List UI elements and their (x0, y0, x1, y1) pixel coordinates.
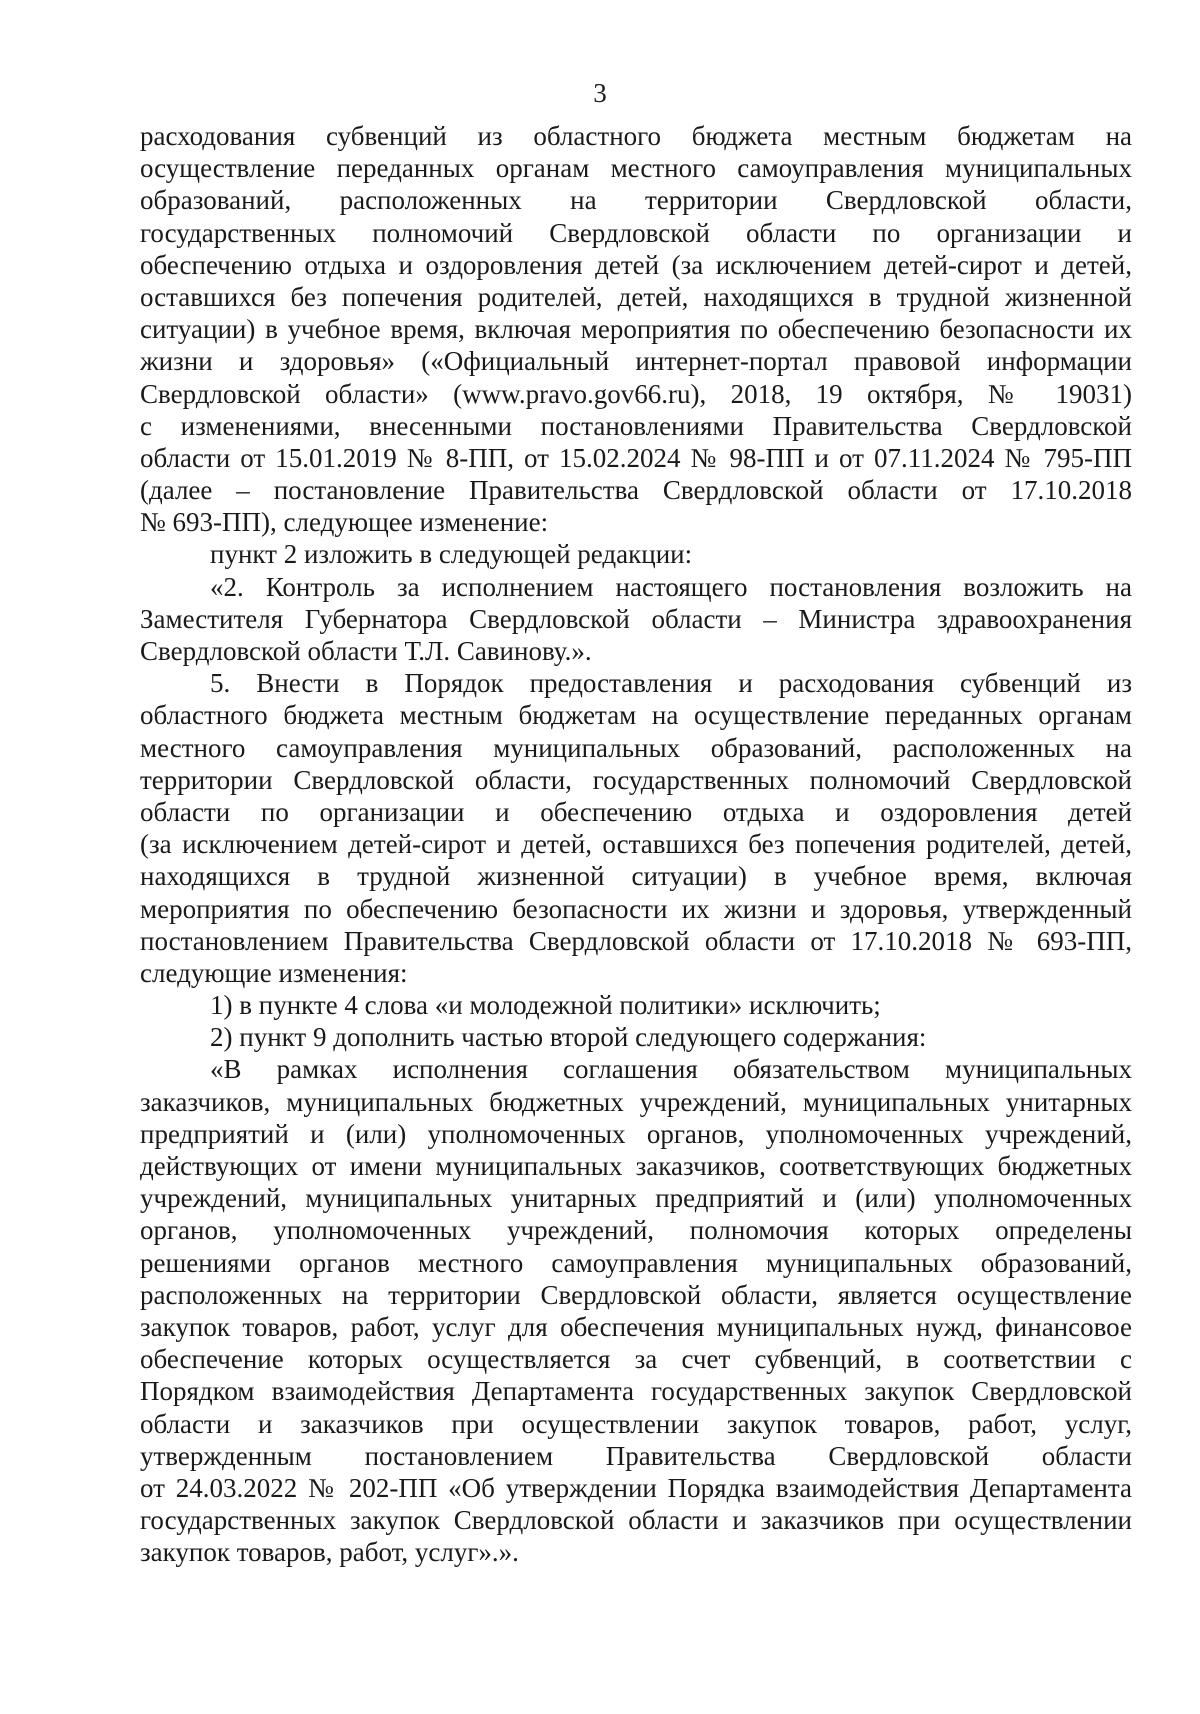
text-line: 2) пункт 9 дополнить частью второй следующего содержания: (210, 1022, 927, 1053)
text-line: пункт 2 изложить в следующей редакции: (210, 539, 693, 570)
text-line: с изменениями, внесенными постановлениями Правительства Свердловской (140, 410, 1132, 441)
text-line: предприятий и (или) уполномоченных органов, уполномоченных учреждений, (140, 1118, 1132, 1149)
text-line: 1) в пункте 4 слова «и молодежной политики» исключить; (210, 990, 881, 1021)
body-text (140, 120, 1132, 1568)
text-line: ситуации) в учебное время, включая мероприятия по обеспечению безопасности их (140, 314, 1132, 345)
text-line: утвержденным постановлением Правительства Свердловской области (140, 1440, 1132, 1471)
text-line: закупок товаров, работ, услуг для обеспечения муниципальных нужд, финансовое (140, 1311, 1132, 1342)
text-line: следующие изменения: (140, 957, 408, 988)
text-line: заказчиков, муниципальных бюджетных учреждений, муниципальных унитарных (140, 1086, 1132, 1117)
text-line: органов, уполномоченных учреждений, полномочия которых определены (140, 1215, 1132, 1246)
text-line: закупок товаров, работ, услуг».». (140, 1537, 519, 1568)
text-line: областного бюджета местным бюджетам на осуществление переданных органам (140, 700, 1132, 731)
text-line: (за исключением детей-сирот и детей, оставшихся без попечения родителей, детей, (140, 829, 1132, 860)
text-line: государственных полномочий Свердловской области по организации и (140, 217, 1132, 248)
text-line: осуществление переданных органам местного самоуправления муниципальных (140, 153, 1132, 184)
text-line: расположенных на территории Свердловской области, является осуществление (140, 1279, 1132, 1310)
text-line: государственных закупок Свердловской области и заказчиков при осуществлении (140, 1505, 1132, 1536)
text-line: местного самоуправления муниципальных образований, расположенных на (140, 732, 1132, 763)
text-line: (далее – постановление Правительства Свердловской области от 17.10.2018 (140, 475, 1132, 506)
text-line: Порядком взаимодействия Департамента государственных закупок Свердловской (140, 1376, 1132, 1407)
text-line: решениями органов местного самоуправления муниципальных образований, (140, 1247, 1132, 1278)
text-line: образований, расположенных на территории Свердловской области, (140, 185, 1132, 216)
text-line: территории Свердловской области, государственных полномочий Свердловской (140, 764, 1132, 795)
text-line: постановлением Правительства Свердловской области от 17.10.2018 № 693-ПП, (140, 925, 1132, 956)
text-line: обеспечению отдыха и оздоровления детей (за исключением детей-сирот и детей, (140, 249, 1132, 280)
text-line: расходования субвенций из областного бюджета местным бюджетам на (140, 121, 1132, 151)
text-line: Свердловской области» (www.pravo.gov66.ru), 2018, 19 октября, № 19031) (140, 378, 1132, 409)
text-line: области по организации и обеспечению отдыха и оздоровления детей (140, 796, 1132, 827)
text-line: оставшихся без попечения родителей, детей, находящихся в трудной жизненной (140, 281, 1132, 312)
text-line: № 693-ПП), следующее изменение: (140, 507, 549, 538)
text-line: области и заказчиков при осуществлении закупок товаров, работ, услуг, (140, 1408, 1132, 1439)
text-line: жизни и здоровья» («Официальный интернет-портал правовой информации (140, 346, 1132, 377)
page-number: 3 (593, 78, 607, 108)
text-line: «В рамках исполнения соглашения обязательством муниципальных (210, 1054, 1132, 1085)
text-line: мероприятия по обеспечению безопасности их жизни и здоровья, утвержденный (140, 893, 1132, 924)
text-line: Заместителя Губернатора Свердловской области – Министра здравоохранения (140, 603, 1132, 634)
text-line: действующих от имени муниципальных заказчиков, соответствующих бюджетных (140, 1151, 1132, 1181)
text-line: обеспечение которых осуществляется за счет субвенций, в соответствии с (140, 1344, 1132, 1375)
text-line: находящихся в трудной жизненной ситуации) в учебное время, включая (140, 861, 1132, 892)
text-line: «2. Контроль за исполнением настоящего постановления возложить на (210, 571, 1132, 602)
text-line: Свердловской области Т.Л. Савинову.». (140, 636, 592, 666)
text-line: от 24.03.2022 № 202-ПП «Об утверждении Порядка взаимодействия Департамента (140, 1472, 1132, 1503)
text-line: 5. Внести в Порядок предоставления и расходования субвенций из (210, 668, 1132, 699)
text-line: учреждений, муниципальных унитарных предприятий и (или) уполномоченных (140, 1183, 1132, 1214)
text-line: области от 15.01.2019 № 8-ПП, от 15.02.2024 № 98-ПП и от 07.11.2024 № 795-ПП (140, 442, 1132, 473)
